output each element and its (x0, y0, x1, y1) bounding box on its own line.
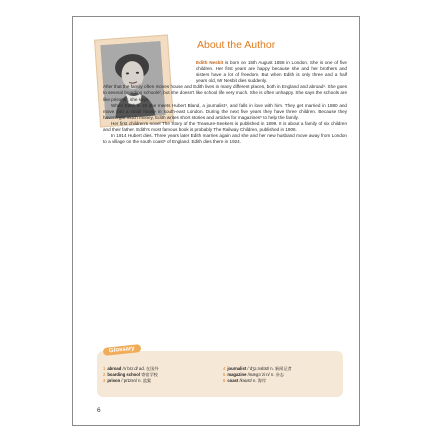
glossary-item (223, 378, 339, 384)
glossary-def: /ˈprɪzən/ n. 监狱 (121, 378, 152, 383)
paragraph-2: When Edith is 18 she meets Hubert Bland, a journalist⁴, and falls in love with him. They get married in 1880 and move into a small house in south-east London. During the next five years they have three children. Because they haven't got much money, Edith writes short stories and articles for magazines⁵ to help the family. (103, 102, 347, 120)
page-number: 6 (97, 407, 101, 414)
glossary-word: journalist (227, 366, 247, 371)
biography-text (103, 60, 347, 145)
page-frame (72, 16, 360, 426)
glossary-num: 2 (103, 372, 106, 377)
paragraph-1-text: is born on 15th August 1858 in London. She is one of five children. Her first years are happy because she and her brothers and sisters have a lot of freedom. But when Edith is only three and a half years old, Mr Nesbit dies suddenly. (196, 60, 347, 84)
glossary-num: 1 (103, 366, 106, 371)
section-title: About the Author (197, 39, 276, 51)
glossary-word: boarding school (107, 372, 140, 377)
paragraph-1-continued: After that the family often moves house and Edith lives in many different places, both in England and abroad¹. She goes to several boarding schools², but she doesn't like school life very much. She is often unhappy. She says the schools are like prisons³, she says. (103, 84, 347, 102)
glossary-num: 4 (223, 366, 226, 371)
glossary-def: /ˈdʒɜːnəlɪst/ n. 新闻记者 (247, 366, 292, 371)
glossary-column-left (103, 366, 219, 384)
glossary-column-right (223, 366, 339, 384)
glossary-num: 3 (103, 378, 106, 383)
glossary-tag: Glossary (103, 344, 141, 356)
paragraph-3: Her first children's novel The Story of the Treasure-Seekers is published in 1899. It is about a family of six children and their father. Edith's most famous book is probably The Railway Children, published in 1906. (103, 120, 347, 133)
glossary-def: 寄宿学校 (141, 372, 158, 377)
glossary-word: abroad (107, 366, 122, 371)
glossary-num: 6 (223, 378, 226, 383)
glossary-item (103, 378, 219, 384)
glossary-num: 5 (223, 372, 226, 377)
glossary-def: /kəʊst/ n. 海岸 (239, 378, 267, 383)
glossary-def: /əˈbrɔːd/ ad. 在国外 (122, 366, 159, 371)
glossary-word: coast (227, 378, 239, 383)
paragraph-1 (103, 60, 347, 103)
glossary-box (97, 345, 343, 397)
glossary-def: /mægəˈziːn/ n. 杂志 (247, 372, 284, 377)
paragraph-1-wrapped (196, 60, 347, 84)
glossary-word: magazine (227, 372, 247, 377)
author-name: Edith Nesbit (196, 60, 224, 65)
glossary-word: prison (107, 378, 121, 383)
paragraph-4: In 1914 Hubert dies. Three years later Edith marries again and she and her new husband move away from London to a village on the south coast⁶ of England. Edith dies there in 1924. (103, 133, 347, 145)
